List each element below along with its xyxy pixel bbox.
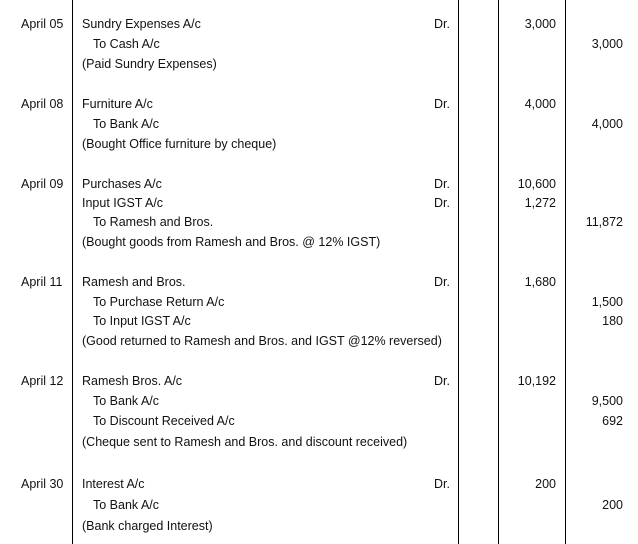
account-name: To Purchase Return A/c bbox=[93, 295, 225, 309]
credit-amount: 11,872 bbox=[585, 215, 623, 229]
narration-text: (Cheque sent to Ramesh and Bros. and discount received) bbox=[82, 435, 408, 449]
narration-text: (Paid Sundry Expenses) bbox=[82, 57, 217, 71]
account-name: To Bank A/c bbox=[93, 498, 160, 512]
credit-amount: 4,000 bbox=[591, 117, 623, 131]
debit-amount: 4,000 bbox=[524, 97, 556, 111]
entry-date: April 05 bbox=[21, 17, 64, 31]
account-name: Furniture A/c bbox=[82, 97, 153, 111]
account-name: Input IGST A/c bbox=[82, 196, 164, 210]
account-name: To Input IGST A/c bbox=[93, 314, 191, 328]
narration-text: (Bank charged Interest) bbox=[82, 519, 213, 533]
column-divider-debit bbox=[565, 0, 566, 544]
entry-date: April 09 bbox=[21, 177, 64, 191]
debit-amount: 10,600 bbox=[517, 177, 556, 191]
entry-date: April 30 bbox=[21, 477, 64, 491]
credit-amount: 180 bbox=[602, 314, 623, 328]
account-name: Sundry Expenses A/c bbox=[82, 17, 201, 31]
debit-marker: Dr. bbox=[434, 477, 450, 491]
narration-text: (Bought goods from Ramesh and Bros. @ 12% IGST) bbox=[82, 235, 381, 249]
account-name: Purchases A/c bbox=[82, 177, 162, 191]
debit-amount: 10,192 bbox=[517, 374, 556, 388]
debit-amount: 1,272 bbox=[524, 196, 556, 210]
debit-marker: Dr. bbox=[434, 177, 450, 191]
debit-amount: 1,680 bbox=[524, 275, 556, 289]
account-name: To Cash A/c bbox=[93, 37, 160, 51]
debit-amount: 200 bbox=[535, 477, 556, 491]
debit-marker: Dr. bbox=[434, 374, 450, 388]
entry-date: April 11 bbox=[21, 275, 63, 289]
account-name: Ramesh Bros. A/c bbox=[82, 374, 183, 388]
account-name: Ramesh and Bros. bbox=[82, 275, 186, 289]
account-name: To Ramesh and Bros. bbox=[93, 215, 214, 229]
column-divider-lf bbox=[498, 0, 499, 544]
debit-marker: Dr. bbox=[434, 17, 450, 31]
credit-amount: 1,500 bbox=[591, 295, 623, 309]
debit-amount: 3,000 bbox=[524, 17, 556, 31]
column-divider-particulars bbox=[458, 0, 459, 544]
credit-amount: 3,000 bbox=[591, 37, 623, 51]
column-divider-date bbox=[72, 0, 73, 544]
narration-text: (Bought Office furniture by cheque) bbox=[82, 137, 277, 151]
debit-marker: Dr. bbox=[434, 196, 450, 210]
entry-date: April 12 bbox=[21, 374, 64, 388]
debit-marker: Dr. bbox=[434, 97, 450, 111]
account-name: To Discount Received A/c bbox=[93, 414, 235, 428]
account-name: Interest A/c bbox=[82, 477, 145, 491]
credit-amount: 9,500 bbox=[591, 394, 623, 408]
narration-text: (Good returned to Ramesh and Bros. and IGST @12% reversed) bbox=[82, 334, 442, 348]
entry-date: April 08 bbox=[21, 97, 64, 111]
credit-amount: 200 bbox=[602, 498, 623, 512]
credit-amount: 692 bbox=[602, 414, 623, 428]
account-name: To Bank A/c bbox=[93, 117, 160, 131]
account-name: To Bank A/c bbox=[93, 394, 160, 408]
debit-marker: Dr. bbox=[434, 275, 450, 289]
